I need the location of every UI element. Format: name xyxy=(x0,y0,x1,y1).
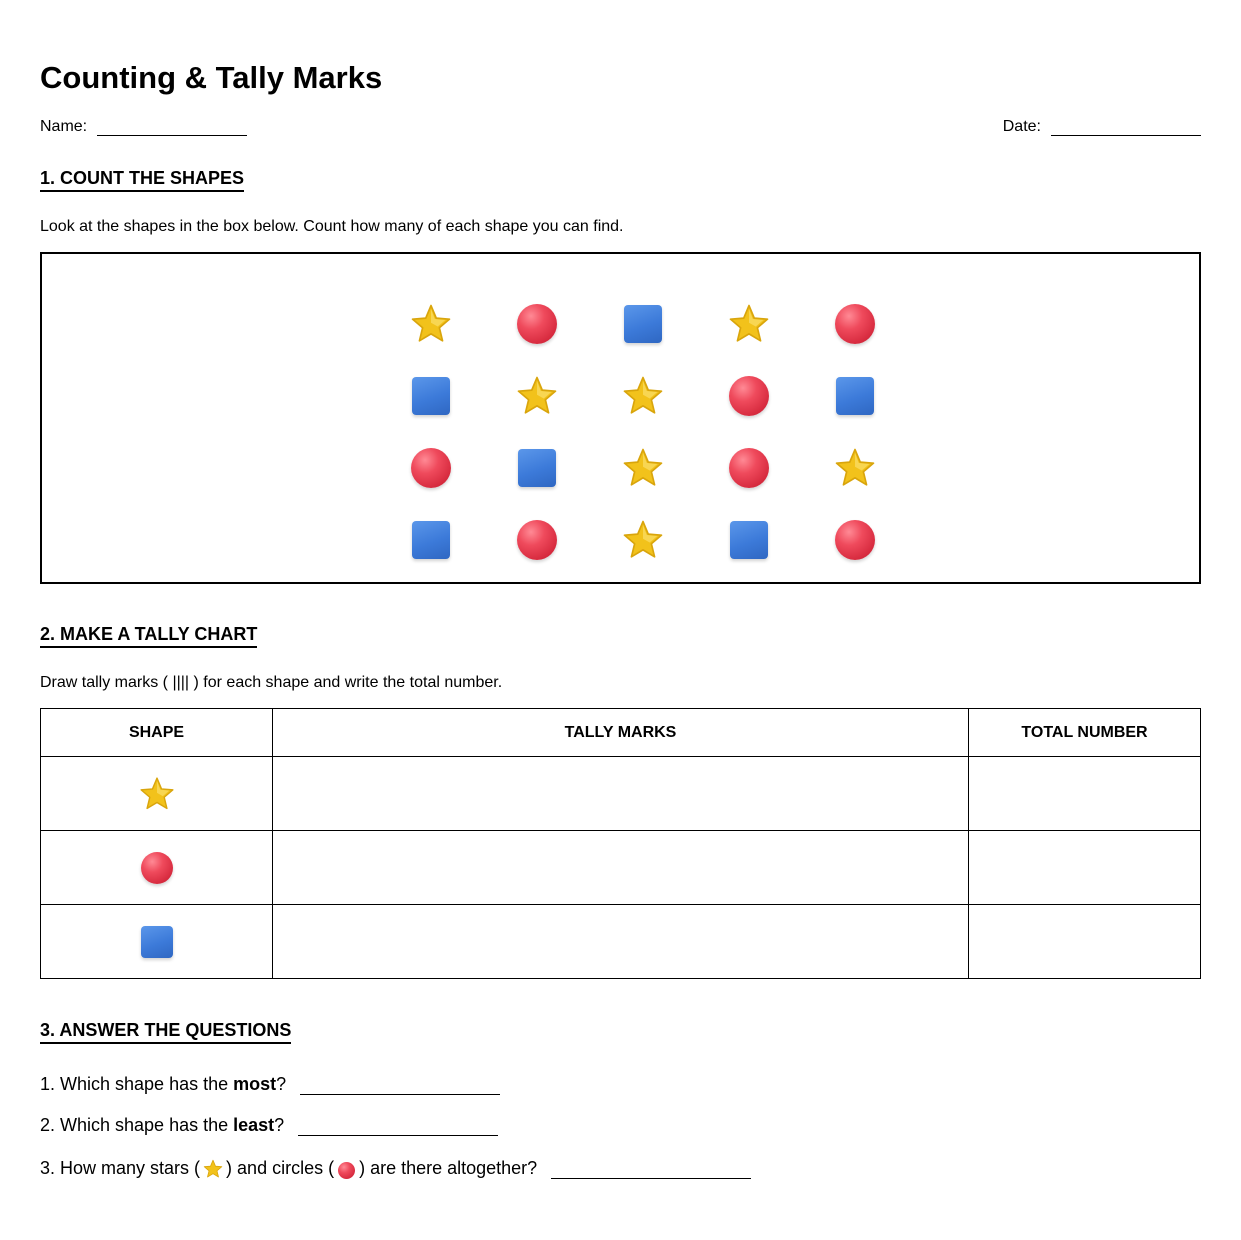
shape-cell xyxy=(484,432,590,504)
shape-cell xyxy=(696,360,802,432)
section-1-heading: 1. COUNT THE SHAPES xyxy=(40,168,244,192)
shape-cell xyxy=(696,504,802,576)
circle-icon xyxy=(338,1162,355,1179)
date-label: Date: xyxy=(1002,118,1041,135)
circle-icon xyxy=(517,520,557,560)
shape-cell xyxy=(484,504,590,576)
section-3-heading: 3. ANSWER THE QUESTIONS xyxy=(40,1020,291,1044)
question-1-suffix: ? xyxy=(276,1074,287,1094)
name-field xyxy=(40,118,247,136)
shape-cell xyxy=(696,288,802,360)
question-1-prefix: 1. Which shape has the xyxy=(40,1074,229,1094)
tally-row-star xyxy=(41,757,1201,831)
square-icon xyxy=(624,305,662,343)
star-icon xyxy=(622,447,664,489)
question-2-prefix: 2. Which shape has the xyxy=(40,1115,229,1135)
question-2-bold: least xyxy=(233,1115,275,1135)
shape-cell xyxy=(802,504,908,576)
tally-row-circle xyxy=(41,831,1201,905)
star-icon xyxy=(203,1159,223,1179)
total-number-cell[interactable] xyxy=(969,757,1201,831)
question-3-part3: ) are there altogether? xyxy=(359,1158,538,1178)
shape-cell xyxy=(41,831,273,905)
tally-marks-cell[interactable] xyxy=(273,831,969,905)
shape-cell xyxy=(484,288,590,360)
question-2-suffix: ? xyxy=(274,1115,285,1135)
question-1-answer-blank[interactable] xyxy=(300,1078,500,1095)
circle-icon xyxy=(517,304,557,344)
circle-icon xyxy=(835,520,875,560)
date-field xyxy=(1003,118,1201,136)
shape-cell xyxy=(378,504,484,576)
shape-cell xyxy=(41,757,273,831)
question-3-answer-blank[interactable] xyxy=(551,1162,751,1179)
circle-icon xyxy=(411,448,451,488)
column-header-shape: SHAPE xyxy=(41,709,273,757)
shape-cell xyxy=(378,288,484,360)
header-fields xyxy=(40,118,1201,142)
shape-cell xyxy=(590,504,696,576)
question-1-bold: most xyxy=(233,1074,277,1094)
star-icon xyxy=(622,375,664,417)
tally-marks-cell[interactable] xyxy=(273,757,969,831)
tally-header-row xyxy=(41,709,1201,757)
section-1-instructions: Look at the shapes in the box below. Count how many of each shape you can find. xyxy=(40,218,624,235)
star-icon xyxy=(834,447,876,489)
total-number-cell[interactable] xyxy=(969,831,1201,905)
shape-cell xyxy=(378,360,484,432)
shape-cell xyxy=(802,288,908,360)
square-icon xyxy=(730,521,768,559)
circle-icon xyxy=(835,304,875,344)
square-icon xyxy=(412,377,450,415)
circle-icon xyxy=(729,448,769,488)
shape-cell xyxy=(590,360,696,432)
question-3-part1: 3. How many stars ( xyxy=(40,1158,201,1178)
star-icon xyxy=(139,776,175,812)
date-blank[interactable] xyxy=(1051,121,1201,136)
shape-cell xyxy=(590,432,696,504)
square-icon xyxy=(141,926,173,958)
name-blank[interactable] xyxy=(97,121,247,136)
column-header-tally-marks: TALLY MARKS xyxy=(273,709,969,757)
tally-table xyxy=(40,708,1201,979)
question-3-part2: ) and circles ( xyxy=(226,1158,335,1178)
star-icon xyxy=(622,519,664,561)
shape-cell xyxy=(484,360,590,432)
section-2-heading: 2. MAKE A TALLY CHART xyxy=(40,624,257,648)
shape-cell xyxy=(41,905,273,979)
section-2-instructions: Draw tally marks ( |||| ) for each shape and write the total number. xyxy=(40,674,503,691)
star-icon xyxy=(728,303,770,345)
total-number-cell[interactable] xyxy=(969,905,1201,979)
shape-cell xyxy=(802,360,908,432)
star-icon xyxy=(410,303,452,345)
circle-icon xyxy=(141,852,173,884)
question-1 xyxy=(40,1074,500,1095)
name-label: Name: xyxy=(40,118,88,135)
square-icon xyxy=(412,521,450,559)
shape-box xyxy=(40,252,1201,584)
circle-icon xyxy=(729,376,769,416)
shape-cell xyxy=(590,288,696,360)
page-title: Counting & Tally Marks xyxy=(40,60,383,95)
question-3 xyxy=(40,1158,751,1179)
shape-cell xyxy=(378,432,484,504)
square-icon xyxy=(518,449,556,487)
tally-marks-cell[interactable] xyxy=(273,905,969,979)
tally-row-square xyxy=(41,905,1201,979)
column-header-total-number: TOTAL NUMBER xyxy=(969,709,1201,757)
shape-cell xyxy=(696,432,802,504)
star-icon xyxy=(516,375,558,417)
question-2 xyxy=(40,1115,498,1136)
shape-grid xyxy=(378,288,844,548)
question-2-answer-blank[interactable] xyxy=(298,1119,498,1136)
square-icon xyxy=(836,377,874,415)
shape-cell xyxy=(802,432,908,504)
